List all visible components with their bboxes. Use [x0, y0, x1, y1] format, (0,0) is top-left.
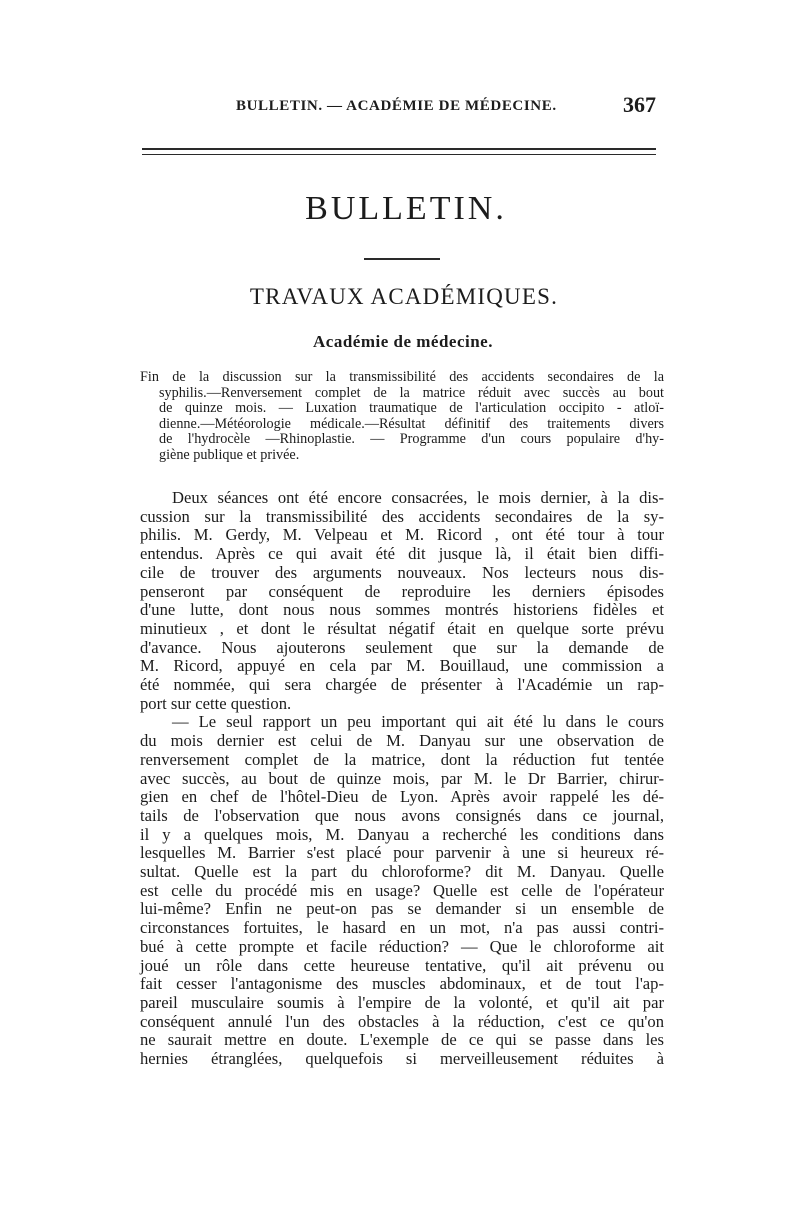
summary-line: de l'hydrocèle —Rhinoplastie. — Programme d'un cours populaire d'hy- — [159, 431, 664, 448]
body-line: été nommée, qui sera chargée de présenter à l'Académie un rap- — [140, 675, 664, 695]
body-line: pareil musculaire soumis à l'empire de la volonté, et qu'il ait par — [140, 992, 664, 1012]
body-line: conséquent annulé l'un des obstacles à la réduction, c'est ce qu'on — [140, 1011, 664, 1031]
body-line: M. Ricord, appuyé en cela par M. Bouillaud, une commission a — [140, 656, 664, 676]
body-line: d'avance. Nous ajouterons seulement que sur la demande de — [140, 637, 664, 657]
body-line: il y a quelques mois, M. Danyau a recherché les conditions dans — [140, 824, 664, 844]
body-line: gien en chef de l'hôtel-Dieu de Lyon. Après avoir rappelé les dé- — [140, 787, 664, 807]
body-line: port sur cette question. — [140, 693, 292, 713]
body-line: est celle du procédé mis en usage? Quelle est celle de l'opérateur — [140, 880, 664, 900]
body-line: entendus. Après ce qui avait été dit jusque là, il était bien diffi- — [140, 544, 664, 564]
body-line: circonstances fortuites, le hasard en un mot, n'a pas aussi contri- — [140, 918, 664, 938]
running-title: BULLETIN. — ACADÉMIE DE MÉDECINE. — [236, 98, 557, 114]
running-head — [138, 92, 658, 126]
body-line: d'une lutte, dont nous nous sommes montrés historiens fidèles et — [140, 600, 664, 620]
subsection-heading: Académie de médecine. — [313, 332, 493, 351]
section-heading: TRAVAUX ACADÉMIQUES. — [249, 284, 559, 309]
body-line: hernies étranglées, quelquefois si merveilleusement réduites à — [140, 1049, 664, 1069]
page-number: 367 — [623, 92, 656, 117]
header-rule — [142, 148, 656, 155]
summary-line: Fin de la discussion sur la transmissibilité des accidents secondaires de la — [140, 369, 664, 385]
body-line: philis. M. Gerdy, M. Velpeau et M. Ricord , ont été tour à tour — [140, 525, 664, 545]
body-line: — Le seul rapport un peu important qui ait été lu dans le cours — [172, 712, 664, 732]
body-line: cile de trouver des arguments nouveaux. Nos lecteurs nous dis- — [140, 562, 664, 582]
body-text — [140, 489, 664, 1069]
body-line: ne saurait mettre en doute. L'exemple de ce qui se passe dans les — [140, 1030, 664, 1050]
summary-paragraph — [142, 370, 664, 464]
summary-line: dienne.—Météorologie médicale.—Résultat définitif des traitements divers — [159, 415, 664, 432]
summary-line: syphilis.—Renversement complet de la matrice réduit avec succès au bout — [159, 384, 664, 401]
bulletin-heading: BULLETIN. — [305, 190, 507, 227]
body-line: avec succès, au bout de quinze mois, par M. le Dr Barrier, chirur- — [140, 768, 664, 788]
body-line: lui-même? Enfin ne peut-on pas se demander si un ensemble de — [140, 899, 664, 919]
summary-line: de quinze mois. — Luxation traumatique de l'articulation occipito - atloï- — [159, 400, 664, 417]
body-line: penseront par conséquent de reproduire les derniers épisodes — [140, 581, 664, 601]
body-line: tails de l'observation que nous avons consignés dans ce journal, — [140, 805, 664, 825]
body-line: Deux séances ont été encore consacrées, le mois dernier, à la dis- — [172, 488, 664, 507]
summary-line: giène publique et privée. — [159, 446, 300, 463]
body-line: bué à cette prompte et facile réduction? — Que le chloroforme ait — [140, 936, 664, 956]
body-line: lesquelles M. Barrier s'est placé pour parvenir à une si heureux ré- — [140, 843, 664, 863]
body-line: sultat. Quelle est la part du chloroforme? dit M. Danyau. Quelle — [140, 862, 664, 882]
body-line: du mois dernier est celui de M. Danyau sur une observation de — [140, 731, 664, 751]
body-line: fait cesser l'antagonisme des muscles abdominaux, et de tout l'ap- — [140, 974, 664, 994]
body-line: cussion sur la transmissibilité des accidents secondaires de la sy- — [140, 506, 664, 526]
body-line: renversement complet de la matrice, dont la réduction fut tentée — [140, 749, 664, 769]
heading-rule — [364, 258, 440, 260]
body-line: minutieux , et dont le résultat négatif était en quelque sorte prévu — [140, 618, 664, 638]
body-line: joué un rôle dans cette heureuse tentative, qu'il ait prévenu ou — [140, 955, 664, 975]
